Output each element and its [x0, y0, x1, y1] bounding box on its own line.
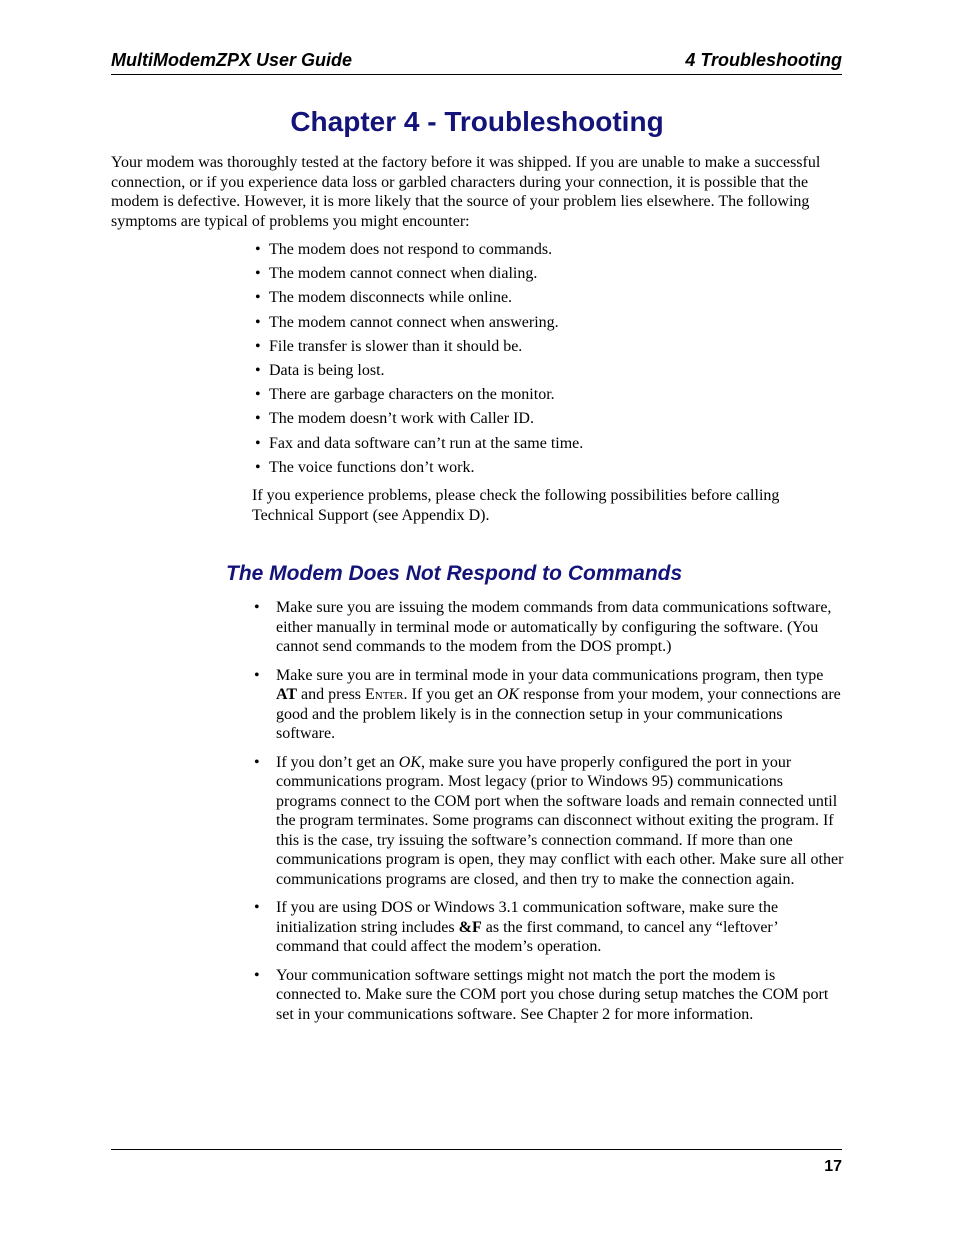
symptom-text: The voice functions don’t work.: [269, 458, 475, 476]
ok-response: OK: [496, 686, 520, 703]
symptom-text: Fax and data software can’t run at the same time.: [269, 434, 584, 452]
bullet-glyph: •: [255, 458, 261, 476]
bullet-glyph: •: [254, 899, 260, 916]
item-text: response from your modem, your connections are good and the problem likely is in the connection setup in your communications software.: [276, 686, 841, 742]
bullet-glyph: •: [255, 265, 261, 283]
symptom-text: The modem disconnects while online.: [269, 289, 513, 307]
item-text: If you don’t get an: [276, 753, 399, 771]
list-item: [255, 385, 815, 409]
item-text: Your communication software settings might not match the port the modem is connected to. Make sure the COM port you chose during setup matches the COM port set in your communications software. See Chapter 2 for more information.: [276, 966, 829, 1023]
item-text: If you are using DOS or Windows 3.1 communication software, make sure the initialization string includes: [276, 899, 779, 936]
item-text: and press: [297, 686, 366, 703]
list-item: [254, 666, 844, 744]
enter-key: Enter: [365, 686, 404, 703]
chapter-title: Chapter 4 - Troubleshooting: [290, 106, 664, 137]
bullet-glyph: •: [255, 313, 261, 331]
list-item: [255, 434, 815, 458]
list-item: [255, 458, 815, 482]
symptom-text: The modem cannot connect when answering.: [269, 313, 559, 331]
symptoms-list: [255, 240, 815, 482]
list-item: [255, 313, 815, 337]
item-text: , make sure you have properly configured the port in your communications program. Most legacy (prior to Windows 95) communications programs connect to the COM port when the software loads and remain connected until the program terminates. Some programs can disconnect without exiting the program. If this is the case, try issuing the software’s connection command. If more than one communications program is open, they may conflict with each other. Make sure all other communications programs are closed, and then try to make the connection again.: [276, 753, 844, 888]
bullet-glyph: •: [254, 966, 260, 984]
symptom-text: The modem doesn’t work with Caller ID.: [269, 410, 534, 428]
header-guide-title: MultiModemZPX User Guide: [111, 50, 353, 70]
bullet-glyph: •: [254, 599, 260, 616]
list-item: [255, 361, 815, 385]
bullet-glyph: •: [255, 410, 261, 428]
list-item: [254, 966, 844, 1025]
symptom-text: Data is being lost.: [269, 361, 385, 379]
list-item: [255, 337, 815, 361]
header-chapter-name: 4 Troubleshooting: [685, 50, 842, 70]
section-heading: The Modem Does Not Respond to Commands: [226, 562, 683, 585]
bullet-glyph: •: [255, 386, 261, 404]
list-item: [255, 240, 815, 264]
list-item: [254, 898, 844, 957]
item-text: Make sure you are issuing the modem commands from data communications software, either manually in terminal mode or automatically by configuring the software. (You cannot send commands to the modem from the DOS prompt.): [276, 599, 832, 655]
running-header: [111, 48, 842, 75]
list-item: [255, 264, 815, 288]
bullet-glyph: •: [255, 361, 261, 379]
symptom-text: The modem does not respond to commands.: [269, 241, 553, 258]
symptom-text: The modem cannot connect when dialing.: [269, 265, 538, 283]
bullet-glyph: •: [255, 337, 261, 355]
item-text: Make sure you are in terminal mode in your data communications program, then type: [276, 666, 824, 684]
bullet-glyph: •: [255, 289, 261, 307]
at-command: AT: [276, 686, 298, 703]
bullet-glyph: •: [255, 241, 261, 258]
page-number: 17: [824, 1158, 842, 1175]
checklist: [254, 598, 844, 1033]
intro-paragraph: Your modem was thoroughly tested at the factory before it was shipped. If you are unable to make a successful connection, or if you experience data loss or garbled characters during your connection, it is possible that the modem is defective. However, it is more likely that the source of your problem lies elsewhere. The following symptoms are typical of problems you might encounter:: [111, 154, 821, 230]
footer-rule: [111, 1149, 842, 1150]
before-calling-paragraph: If you experience problems, please check the following possibilities before calling Technical Support (see Appendix D).: [252, 487, 780, 524]
list-item: [254, 598, 844, 657]
bullet-glyph: •: [254, 666, 260, 684]
item-text: . If you get an: [403, 686, 497, 703]
ok-response: OK: [398, 753, 422, 771]
factory-reset-command: &F: [458, 918, 482, 936]
symptom-text: There are garbage characters on the monitor.: [269, 386, 555, 404]
list-item: [255, 288, 815, 312]
item-text: as the first command, to cancel any “leftover’ command that could affect the modem’s operation.: [276, 918, 778, 955]
symptom-text: File transfer is slower than it should be.: [269, 337, 523, 355]
bullet-glyph: •: [255, 434, 261, 452]
bullet-glyph: •: [254, 753, 260, 771]
list-item: [255, 409, 815, 433]
list-item: [254, 753, 844, 890]
